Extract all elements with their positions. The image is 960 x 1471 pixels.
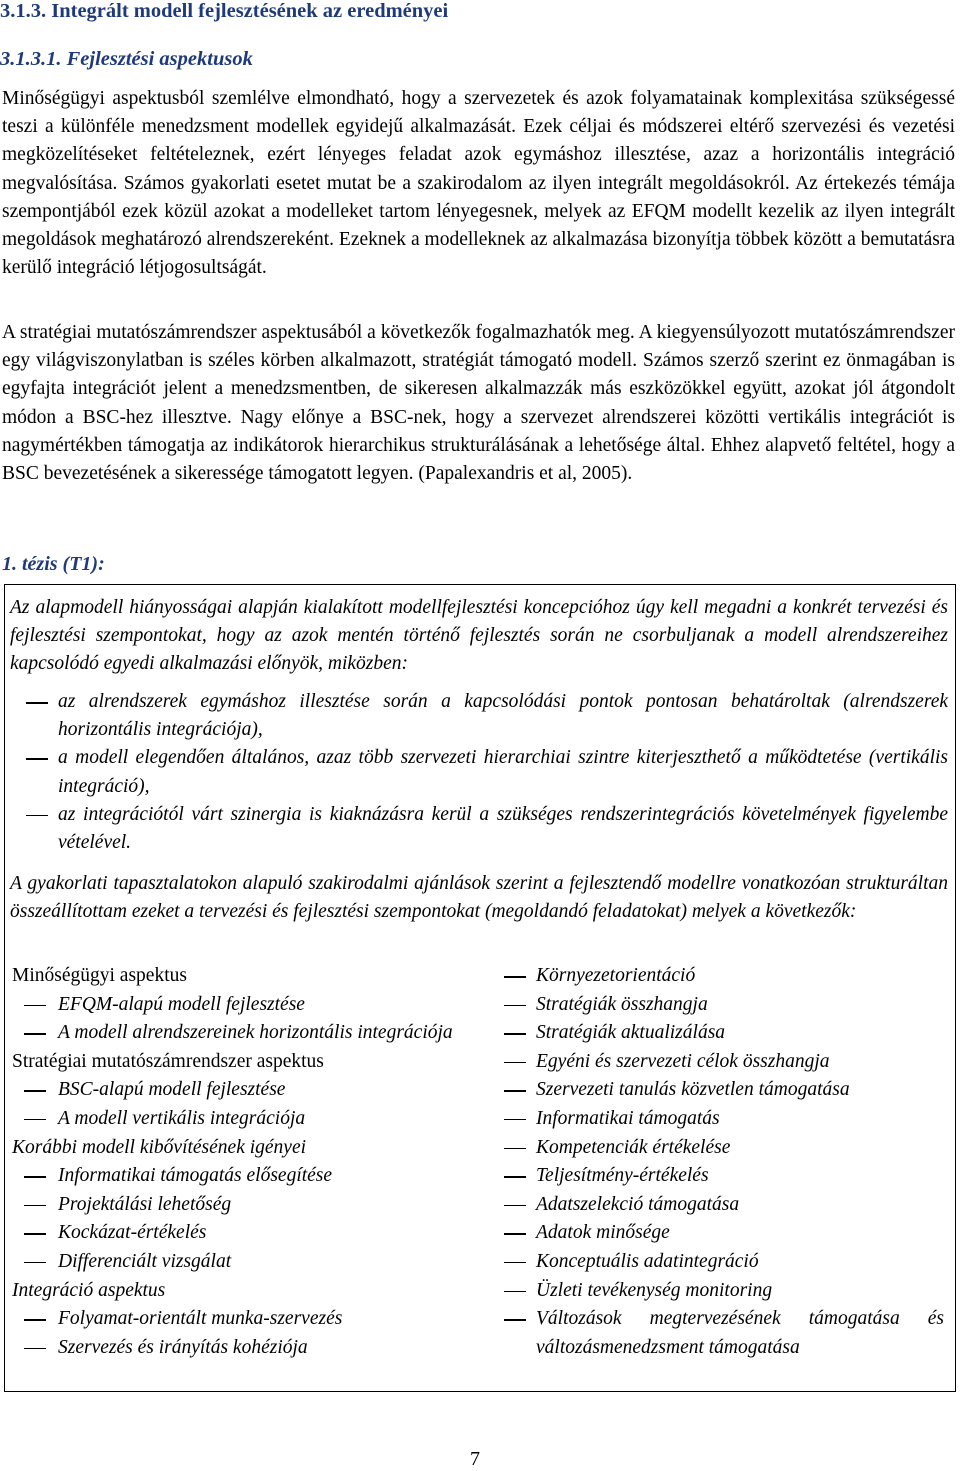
- aspect-item: [12, 1191, 462, 1220]
- aspect-item-text: Kompetenciák értékelése: [536, 1136, 731, 1158]
- page-number: 7: [470, 1448, 480, 1470]
- aspect-item: [504, 1248, 944, 1277]
- aspect-item-text: Differenciált vizsgálat: [58, 1250, 232, 1272]
- list-item: [10, 801, 948, 857]
- dash-bullet-icon: [26, 815, 48, 817]
- aspect-item-text: A modell alrendszereinek horizontális integrációja: [58, 1022, 453, 1044]
- aspect-item: [12, 1105, 462, 1134]
- list-item: [10, 688, 948, 744]
- aspect-item: [504, 1277, 944, 1306]
- dash-bullet-icon: [24, 1005, 46, 1007]
- aspect-item-text: Változások megtervezésének támogatása és változásmenedzsment támogatása: [536, 1308, 944, 1358]
- aspect-item-text: BSC-alapú modell fejlesztése: [58, 1079, 286, 1101]
- section-heading: 3.1.3. Integrált modell fejlesztésének az eredményei: [0, 0, 449, 22]
- aspect-item: [12, 1305, 462, 1334]
- aspect-item-text: Környezetorientáció: [536, 965, 696, 986]
- aspect-item: [12, 1219, 462, 1248]
- dash-bullet-icon: [24, 1033, 46, 1035]
- aspect-item: [504, 1048, 944, 1077]
- dash-bullet-icon: [504, 976, 526, 978]
- aspect-item: [504, 1019, 944, 1048]
- dash-bullet-icon: [504, 1033, 526, 1035]
- dash-bullet-icon: [24, 1119, 46, 1121]
- aspect-item: [12, 1162, 462, 1191]
- dash-bullet-icon: [24, 1176, 46, 1178]
- aspect-item-text: Egyéni és szervezeti célok összhangja: [536, 1050, 830, 1072]
- list-item-text: a modell elegendően általános, azaz több szervezeti hierarchiai szintre kiterjeszthető a működtetése (vertikális integráció),: [58, 747, 948, 797]
- aspect-item-text: Informatikai támogatás elősegítése: [58, 1165, 333, 1187]
- dash-bullet-icon: [504, 1262, 526, 1264]
- dash-bullet-icon: [26, 702, 48, 704]
- aspect-item-text: Konceptuális adatintegráció: [536, 1250, 759, 1272]
- dash-bullet-icon: [24, 1262, 46, 1264]
- dash-bullet-icon: [504, 1005, 526, 1007]
- aspect-item: [504, 1076, 944, 1105]
- aspect-item-text: Informatikai támogatás: [536, 1107, 720, 1129]
- dash-bullet-icon: [504, 1119, 526, 1121]
- aspect-item: [12, 1019, 462, 1048]
- list-item: [10, 744, 948, 800]
- aspect-item-text: Szervezeti tanulás közvetlen támogatása: [536, 1079, 850, 1101]
- aspect-item-text: Szervezés és irányítás kohéziója: [58, 1336, 308, 1358]
- aspect-item: [504, 1191, 944, 1220]
- aspect-item: [12, 1248, 462, 1277]
- aspect-item: [504, 1105, 944, 1134]
- thesis-intro: Az alapmodell hiányosságai alapján kialakított modellfejlesztési koncepcióhoz úgy kell megadni a konkrét tervezési és fejlesztési szempontokat, hogy az azok mentén történő fejlesztés során ne csorbuljanak a modell alrendszereihez kapcsolódó egyedi alkalmazási előnyök, miközben:: [10, 597, 948, 675]
- paragraph-bsc-aspect: A stratégiai mutatószámrendszer aspektusából a következők fogalmazhatók meg. A kiegyensúlyozott mutatószámrendszer egy világviszonylatban is széles körben alkalmazott, stratégiát támogató modell. Számos szerző szerint ez önmagában is egyfajta integrációt jelent a menedzsmentben, de sikeresen alkalmazzák más eszközökkel együtt, azokat jól átgondolt módon a BSC-hez illesztve. Nagy előnye a BSC-nek, hogy a szervezet alrendszerei közötti vertikális integrációt is nagymértékben támogatja az indikátorok hierarchikus strukturálásának a lehetősége által. Ehhez alapvető feltétel, hogy a BSC bevezetésének a sikeressége támogatott legyen. (Papalexandris et al, 2005).: [2, 322, 955, 485]
- aspect-item-text: Adatszelekció támogatása: [536, 1193, 740, 1215]
- list-item-text: az alrendszerek egymáshoz illesztése során a kapcsolódási pontok pontosan behatároltak (alrendszerek horizontális integrációja),: [58, 691, 948, 741]
- aspect-item: [504, 1219, 944, 1248]
- dash-bullet-icon: [26, 758, 48, 760]
- aspect-category: Stratégiai mutatószámrendszer aspektus: [12, 1050, 324, 1072]
- dash-bullet-icon: [504, 1062, 526, 1064]
- aspect-item: [12, 1334, 462, 1363]
- dash-bullet-icon: [504, 1291, 526, 1293]
- aspect-item-text: Teljesítmény-értékelés: [536, 1165, 709, 1187]
- aspect-item: [504, 1134, 944, 1163]
- aspect-item-text: Kockázat-értékelés: [58, 1222, 207, 1244]
- aspect-item: [504, 1305, 944, 1362]
- dash-bullet-icon: [504, 1090, 526, 1092]
- dash-bullet-icon: [504, 1205, 526, 1207]
- aspect-item-text: Stratégiák aktualizálása: [536, 1022, 726, 1044]
- dash-bullet-icon: [24, 1090, 46, 1092]
- aspect-item-text: EFQM-alapú modell fejlesztése: [58, 993, 305, 1015]
- thesis-bullet-list: [10, 688, 948, 857]
- paragraph-quality-aspect: Minőségügyi aspektusból szemlélve elmondható, hogy a szervezetek és azok folyamatainak komplexitása szükségessé teszi a különféle menedzsment modellek egyidejű alkalmazását. Ezek céljai és módszerei eltérő szervezési és vezetési megközelítéseket feltételeznek, ezért lényeges feladat azok egymáshoz illesztése, azaz a horizontális integráció megvalósítása. Számos gyakorlati esetet mutat be a szakirodalom az ilyen integrált megoldásokról. Az értekezés témája szempontjából ezek közül azokat a modelleket tartom lényegesnek, melyek az EFQM modellt kezelik az ilyen integrált megoldások meghatározó alrendszereként. Ezeknek a modelleknek az alkalmazása bizonyítja többek között a bemutatásra kerülő integráció létjogosultságát.: [2, 88, 955, 279]
- thesis-label: 1. tézis (T1):: [2, 553, 105, 575]
- dash-bullet-icon: [24, 1233, 46, 1235]
- dash-bullet-icon: [24, 1205, 46, 1207]
- aspect-item-text: Adatok minősége: [536, 1222, 670, 1244]
- dash-bullet-icon: [504, 1176, 526, 1178]
- dash-bullet-icon: [504, 1148, 526, 1150]
- aspect-item-text: Folyamat-orientált munka-szervezés: [58, 1308, 343, 1330]
- aspect-list-right: [504, 962, 944, 1362]
- aspect-item-text: Stratégiák összhangja: [536, 993, 708, 1015]
- dash-bullet-icon: [504, 1233, 526, 1235]
- aspect-item: [504, 962, 944, 991]
- aspect-category: Korábbi modell kibővítésének igényei: [12, 1136, 307, 1158]
- aspect-item-text: A modell vertikális integrációja: [58, 1107, 306, 1129]
- dash-bullet-icon: [504, 1319, 526, 1321]
- aspect-item: [504, 1162, 944, 1191]
- aspect-category: Minőségügyi aspektus: [12, 965, 187, 986]
- list-item-text: az integrációtól várt szinergia is kiaknázásra kerül a szükséges rendszerintegrációs követelmények figyelembe vételével.: [58, 803, 948, 854]
- subsection-heading: 3.1.3.1. Fejlesztési aspektusok: [0, 48, 253, 70]
- aspect-list-left: [12, 962, 462, 1362]
- aspect-item: [12, 991, 462, 1020]
- aspect-item: [12, 1076, 462, 1105]
- dash-bullet-icon: [24, 1319, 46, 1321]
- dash-bullet-icon: [24, 1348, 46, 1350]
- thesis-after-text: A gyakorlati tapasztalatokon alapuló szakirodalmi ajánlások szerint a fejlesztendő modellre vonatkozóan strukturáltan összeállítottam ezeket a tervezési és fejlesztési szempontokat (megoldandó feladatokat) melyek a következők:: [10, 873, 948, 923]
- aspect-item-text: Üzleti tevékenység monitoring: [536, 1279, 773, 1301]
- aspect-item: [504, 991, 944, 1020]
- aspect-category: Integráció aspektus: [12, 1279, 166, 1301]
- aspect-item-text: Projektálási lehetőség: [58, 1193, 232, 1215]
